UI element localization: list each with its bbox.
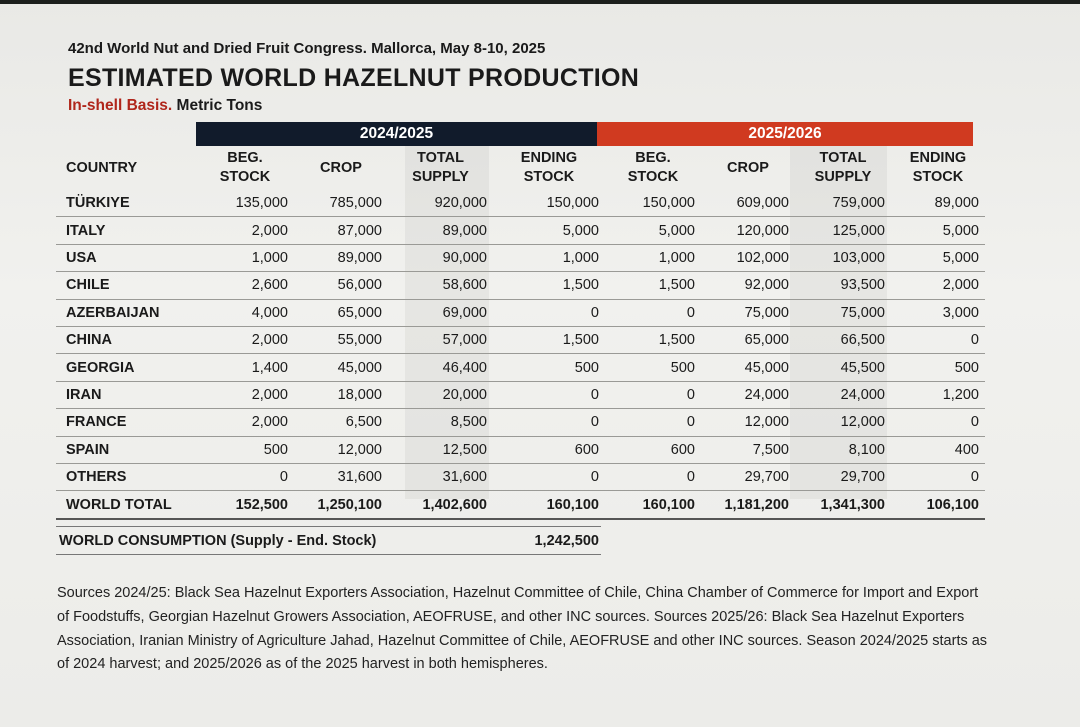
value-cell: 12,000 bbox=[701, 409, 795, 436]
table-header-row bbox=[56, 146, 985, 190]
value-cell: 3,000 bbox=[891, 299, 985, 326]
value-cell: 20,000 bbox=[388, 381, 493, 408]
table-row-italy bbox=[56, 217, 985, 244]
country-cell: TÜRKIYE bbox=[56, 190, 196, 217]
country-cell: AZERBAIJAN bbox=[56, 299, 196, 326]
sources-footnote: Sources 2024/25: Black Sea Hazelnut Exporters Association, Hazelnut Committee of Chile, China Chamber of Commerce for Import and Export of Foodstuffs, Georgian Hazelnut Growers Association, AEOFRUSE, and other INC sources. Sources 2025/26: Black Sea Hazelnut Exporters Association, Iranian Ministry of Agriculture Jahad, Hazelnut Committee of Chile, AEOFRUSE and other INC sources. Season 2024/2025 starts as of 2024 harvest; and 2025/2026 as of the 2025 harvest in both hemispheres. bbox=[57, 585, 988, 673]
value-cell: 600 bbox=[605, 436, 701, 463]
value-cell: 31,600 bbox=[294, 463, 388, 490]
total-cell: 160,100 bbox=[493, 491, 605, 520]
value-cell: 24,000 bbox=[701, 381, 795, 408]
value-cell: 2,000 bbox=[891, 272, 985, 299]
value-cell: 0 bbox=[605, 381, 701, 408]
value-cell: 600 bbox=[493, 436, 605, 463]
value-cell: 0 bbox=[605, 299, 701, 326]
total-cell: 1,402,600 bbox=[388, 491, 493, 520]
value-cell: 1,500 bbox=[605, 272, 701, 299]
value-cell: 0 bbox=[605, 409, 701, 436]
value-cell: 89,000 bbox=[294, 244, 388, 271]
value-cell: 0 bbox=[891, 463, 985, 490]
value-cell: 0 bbox=[891, 409, 985, 436]
value-cell: 45,500 bbox=[795, 354, 891, 381]
table-row-turkiye bbox=[56, 190, 985, 217]
value-cell: 87,000 bbox=[294, 217, 388, 244]
column-header-country: COUNTRY bbox=[66, 159, 138, 176]
production-table bbox=[56, 146, 985, 520]
value-cell: 31,600 bbox=[388, 463, 493, 490]
value-cell: 18,000 bbox=[294, 381, 388, 408]
value-cell: 0 bbox=[493, 463, 605, 490]
value-cell: 0 bbox=[891, 326, 985, 353]
country-cell: IRAN bbox=[56, 381, 196, 408]
total-cell: 1,181,200 bbox=[701, 491, 795, 520]
column-header-beg-stock-2: BEG. STOCK bbox=[627, 150, 679, 185]
table-row-world-total bbox=[56, 491, 985, 520]
consumption-label: WORLD CONSUMPTION (Supply - End. Stock) bbox=[59, 532, 377, 549]
table-row-spain bbox=[56, 436, 985, 463]
value-cell: 58,600 bbox=[388, 272, 493, 299]
country-cell: OTHERS bbox=[56, 463, 196, 490]
value-cell: 12,500 bbox=[388, 436, 493, 463]
value-cell: 920,000 bbox=[388, 190, 493, 217]
value-cell: 2,000 bbox=[196, 409, 294, 436]
table-row-azerbaijan bbox=[56, 299, 985, 326]
value-cell: 90,000 bbox=[388, 244, 493, 271]
value-cell: 29,700 bbox=[701, 463, 795, 490]
value-cell: 1,200 bbox=[891, 381, 985, 408]
column-header-crop-1: CROP bbox=[320, 159, 362, 176]
value-cell: 5,000 bbox=[493, 217, 605, 244]
page-title: ESTIMATED WORLD HAZELNUT PRODUCTION bbox=[68, 64, 640, 92]
value-cell: 6,500 bbox=[294, 409, 388, 436]
value-cell: 56,000 bbox=[294, 272, 388, 299]
country-cell: ITALY bbox=[56, 217, 196, 244]
country-cell: FRANCE bbox=[56, 409, 196, 436]
total-cell: 160,100 bbox=[605, 491, 701, 520]
table-row-chile bbox=[56, 272, 985, 299]
value-cell: 66,500 bbox=[795, 326, 891, 353]
value-cell: 609,000 bbox=[701, 190, 795, 217]
value-cell: 135,000 bbox=[196, 190, 294, 217]
value-cell: 5,000 bbox=[891, 244, 985, 271]
value-cell: 1,000 bbox=[493, 244, 605, 271]
value-cell: 4,000 bbox=[196, 299, 294, 326]
world-consumption-row bbox=[56, 526, 601, 555]
value-cell: 500 bbox=[493, 354, 605, 381]
congress-caption: 42nd World Nut and Dried Fruit Congress. Mallorca, May 8-10, 2025 bbox=[68, 40, 546, 57]
column-header-beg-stock-1: BEG. STOCK bbox=[219, 150, 271, 185]
column-header-crop-2: CROP bbox=[727, 159, 769, 176]
value-cell: 0 bbox=[493, 381, 605, 408]
value-cell: 29,700 bbox=[795, 463, 891, 490]
value-cell: 45,000 bbox=[701, 354, 795, 381]
units-subtitle bbox=[68, 97, 262, 115]
value-cell: 12,000 bbox=[294, 436, 388, 463]
country-cell: GEORGIA bbox=[56, 354, 196, 381]
column-header-ending-stock-2: ENDING STOCK bbox=[909, 150, 967, 185]
table-row-usa bbox=[56, 244, 985, 271]
value-cell: 65,000 bbox=[701, 326, 795, 353]
value-cell: 93,500 bbox=[795, 272, 891, 299]
table-row-france bbox=[56, 409, 985, 436]
value-cell: 57,000 bbox=[388, 326, 493, 353]
value-cell: 759,000 bbox=[795, 190, 891, 217]
value-cell: 0 bbox=[605, 463, 701, 490]
total-cell: 1,341,300 bbox=[795, 491, 891, 520]
column-header-ending-stock-1: ENDING STOCK bbox=[520, 150, 578, 185]
value-cell: 5,000 bbox=[891, 217, 985, 244]
value-cell: 500 bbox=[605, 354, 701, 381]
value-cell: 500 bbox=[891, 354, 985, 381]
value-cell: 89,000 bbox=[891, 190, 985, 217]
value-cell: 1,500 bbox=[605, 326, 701, 353]
country-cell: CHILE bbox=[56, 272, 196, 299]
value-cell: 8,500 bbox=[388, 409, 493, 436]
value-cell: 2,000 bbox=[196, 326, 294, 353]
value-cell: 55,000 bbox=[294, 326, 388, 353]
value-cell: 46,400 bbox=[388, 354, 493, 381]
value-cell: 0 bbox=[196, 463, 294, 490]
table-row-iran bbox=[56, 381, 985, 408]
value-cell: 0 bbox=[493, 409, 605, 436]
country-cell: SPAIN bbox=[56, 436, 196, 463]
units-label: Metric Tons bbox=[176, 97, 263, 114]
period-banner-2024-2025: 2024/2025 bbox=[196, 122, 597, 146]
value-cell: 92,000 bbox=[701, 272, 795, 299]
value-cell: 1,400 bbox=[196, 354, 294, 381]
table-row-others bbox=[56, 463, 985, 490]
value-cell: 102,000 bbox=[701, 244, 795, 271]
value-cell: 125,000 bbox=[795, 217, 891, 244]
value-cell: 2,000 bbox=[196, 381, 294, 408]
table-row-georgia bbox=[56, 354, 985, 381]
value-cell: 12,000 bbox=[795, 409, 891, 436]
column-header-total-supply-2: TOTAL SUPPLY bbox=[814, 150, 872, 185]
value-cell: 120,000 bbox=[701, 217, 795, 244]
column-header-total-supply-1: TOTAL SUPPLY bbox=[412, 150, 469, 185]
value-cell: 5,000 bbox=[605, 217, 701, 244]
consumption-value: 1,242,500 bbox=[534, 532, 599, 549]
value-cell: 2,000 bbox=[196, 217, 294, 244]
basis-label: In-shell Basis. bbox=[68, 97, 173, 114]
table-row-china bbox=[56, 326, 985, 353]
value-cell: 150,000 bbox=[493, 190, 605, 217]
total-label-cell: WORLD TOTAL bbox=[56, 491, 196, 520]
value-cell: 7,500 bbox=[701, 436, 795, 463]
value-cell: 89,000 bbox=[388, 217, 493, 244]
value-cell: 1,000 bbox=[196, 244, 294, 271]
value-cell: 8,100 bbox=[795, 436, 891, 463]
value-cell: 0 bbox=[493, 299, 605, 326]
total-cell: 152,500 bbox=[196, 491, 294, 520]
value-cell: 150,000 bbox=[605, 190, 701, 217]
country-cell: CHINA bbox=[56, 326, 196, 353]
value-cell: 500 bbox=[196, 436, 294, 463]
value-cell: 400 bbox=[891, 436, 985, 463]
total-cell: 106,100 bbox=[891, 491, 985, 520]
value-cell: 785,000 bbox=[294, 190, 388, 217]
value-cell: 1,500 bbox=[493, 272, 605, 299]
screen-top-edge bbox=[0, 0, 1080, 4]
value-cell: 45,000 bbox=[294, 354, 388, 381]
value-cell: 2,600 bbox=[196, 272, 294, 299]
value-cell: 1,500 bbox=[493, 326, 605, 353]
value-cell: 1,000 bbox=[605, 244, 701, 271]
total-cell: 1,250,100 bbox=[294, 491, 388, 520]
period-banner-2025-2026: 2025/2026 bbox=[597, 122, 973, 146]
value-cell: 103,000 bbox=[795, 244, 891, 271]
country-cell: USA bbox=[56, 244, 196, 271]
value-cell: 65,000 bbox=[294, 299, 388, 326]
value-cell: 69,000 bbox=[388, 299, 493, 326]
value-cell: 75,000 bbox=[701, 299, 795, 326]
value-cell: 75,000 bbox=[795, 299, 891, 326]
value-cell: 24,000 bbox=[795, 381, 891, 408]
